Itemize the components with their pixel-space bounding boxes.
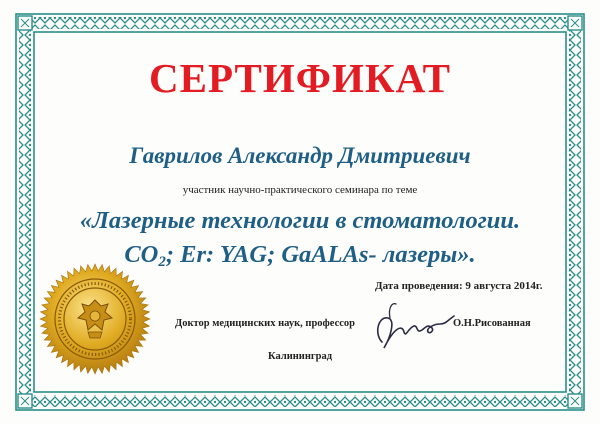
signature-icon [368,298,460,358]
topic-line-1: «Лазерные технологии в стоматологии. [79,207,521,234]
topic-co: CO [124,241,159,268]
topic-lasers: ; Er: YAG; GaALAs- лазеры». [165,241,476,268]
topic-subscript: 2 [158,254,166,270]
participant-text: участник научно-практического семинара по теме [182,184,418,196]
city: Калининград [268,351,333,362]
signer-position: Доктор медицинских наук, профессор [175,318,355,329]
event-date: Дата проведения: 9 августа 2014г. [375,280,543,292]
certificate-title: СЕРТИФИКАТ [149,55,451,101]
signer-name: О.Н.Рисованная [453,318,531,329]
gold-seal-icon [38,262,152,376]
recipient-name: Гаврилов Александр Дмитриевич [129,143,471,168]
